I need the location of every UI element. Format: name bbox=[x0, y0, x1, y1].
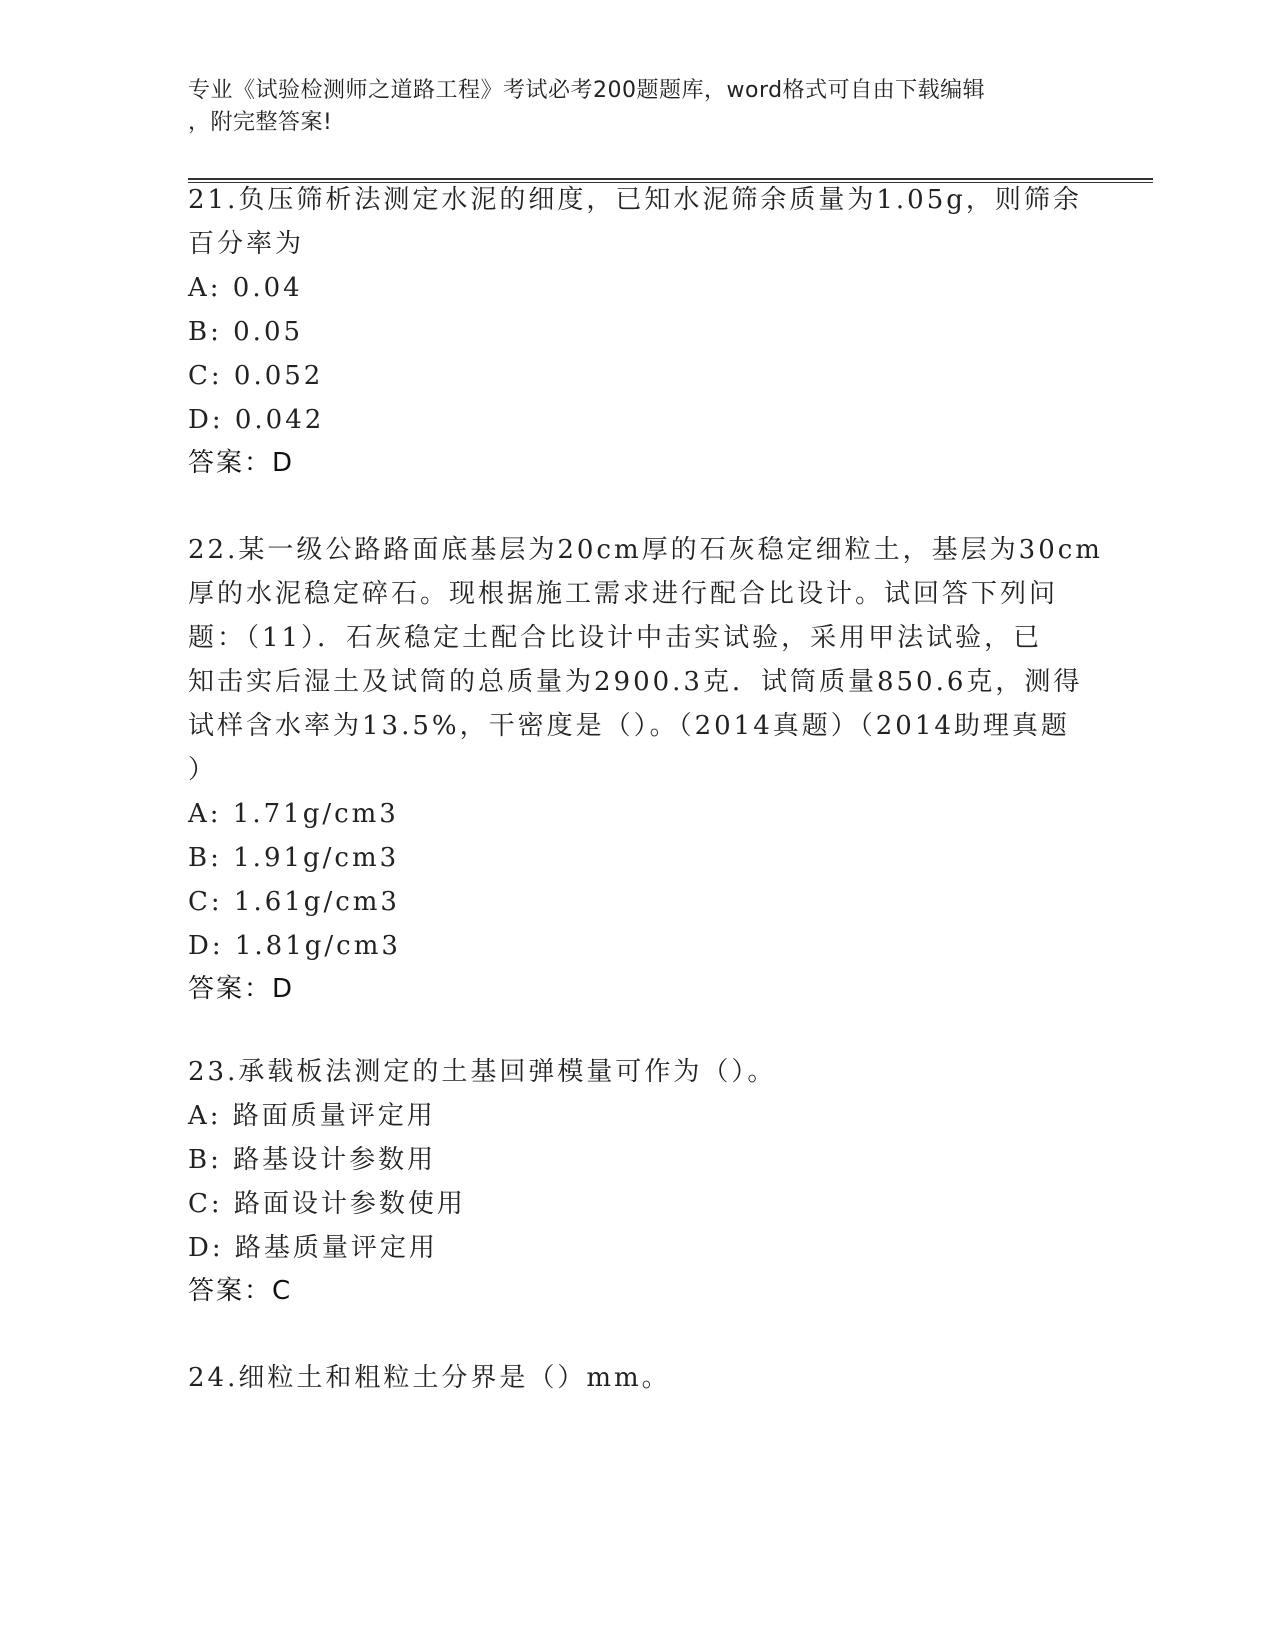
option-b: B: 0.05 bbox=[188, 317, 304, 347]
option-c: C: 1.61g/cm3 bbox=[188, 887, 400, 917]
document-header bbox=[188, 75, 1068, 139]
answer-line: 答案：D bbox=[188, 974, 295, 1004]
header-title-line-2: ，附完整答案! bbox=[188, 110, 333, 135]
question-stem-line: 百分率为 bbox=[188, 229, 305, 259]
question-stem-line: 题：（11）．石灰稳定土配合比设计中击实试验，采用甲法试验，已 bbox=[188, 623, 1043, 653]
header-divider bbox=[188, 178, 1153, 183]
question-stem-line: 知击实后湿土及试筒的总质量为2900.3克．试筒质量850.6克，测得 bbox=[188, 667, 1083, 697]
question-stem-line: 试样含水率为13.5%，干密度是（）。（2014真题）（2014助理真题 bbox=[188, 711, 1070, 741]
option-a: A: 1.71g/cm3 bbox=[188, 799, 399, 829]
question-stem-line: 22.某一级公路路面底基层为20cm厚的石灰稳定细粒土，基层为30cm bbox=[188, 535, 1103, 565]
option-c: C: 路面设计参数使用 bbox=[188, 1189, 466, 1219]
question-stem-line: 厚的水泥稳定碎石。现根据施工需求进行配合比设计。试回答下列问 bbox=[188, 579, 1059, 609]
option-a: A: 路面质量评定用 bbox=[188, 1101, 436, 1131]
question-stem-line: 23.承载板法测定的土基回弹模量可作为（）。 bbox=[188, 1057, 777, 1087]
option-d: D: 路基质量评定用 bbox=[188, 1233, 438, 1263]
question-stem-line: 24.细粒土和粗粒土分界是（）mm。 bbox=[188, 1363, 671, 1393]
answer-line: 答案：D bbox=[188, 448, 295, 478]
question-stem-line: ） bbox=[188, 755, 218, 785]
option-d: D: 0.042 bbox=[188, 405, 325, 435]
option-c: C: 0.052 bbox=[188, 361, 324, 391]
header-title-line-1: 专业《试验检测师之道路工程》考试必考200题题库，word格式可自由下载编辑 bbox=[188, 78, 986, 103]
answer-line: 答案：C bbox=[188, 1276, 293, 1306]
question-stem-line: 21.负压筛析法测定水泥的细度，已知水泥筛余质量为1.05g，则筛余 bbox=[188, 185, 1082, 215]
option-b: B: 路基设计参数用 bbox=[188, 1145, 437, 1175]
option-d: D: 1.81g/cm3 bbox=[188, 931, 401, 961]
option-b: B: 1.91g/cm3 bbox=[188, 843, 400, 873]
option-a: A: 0.04 bbox=[188, 273, 303, 303]
